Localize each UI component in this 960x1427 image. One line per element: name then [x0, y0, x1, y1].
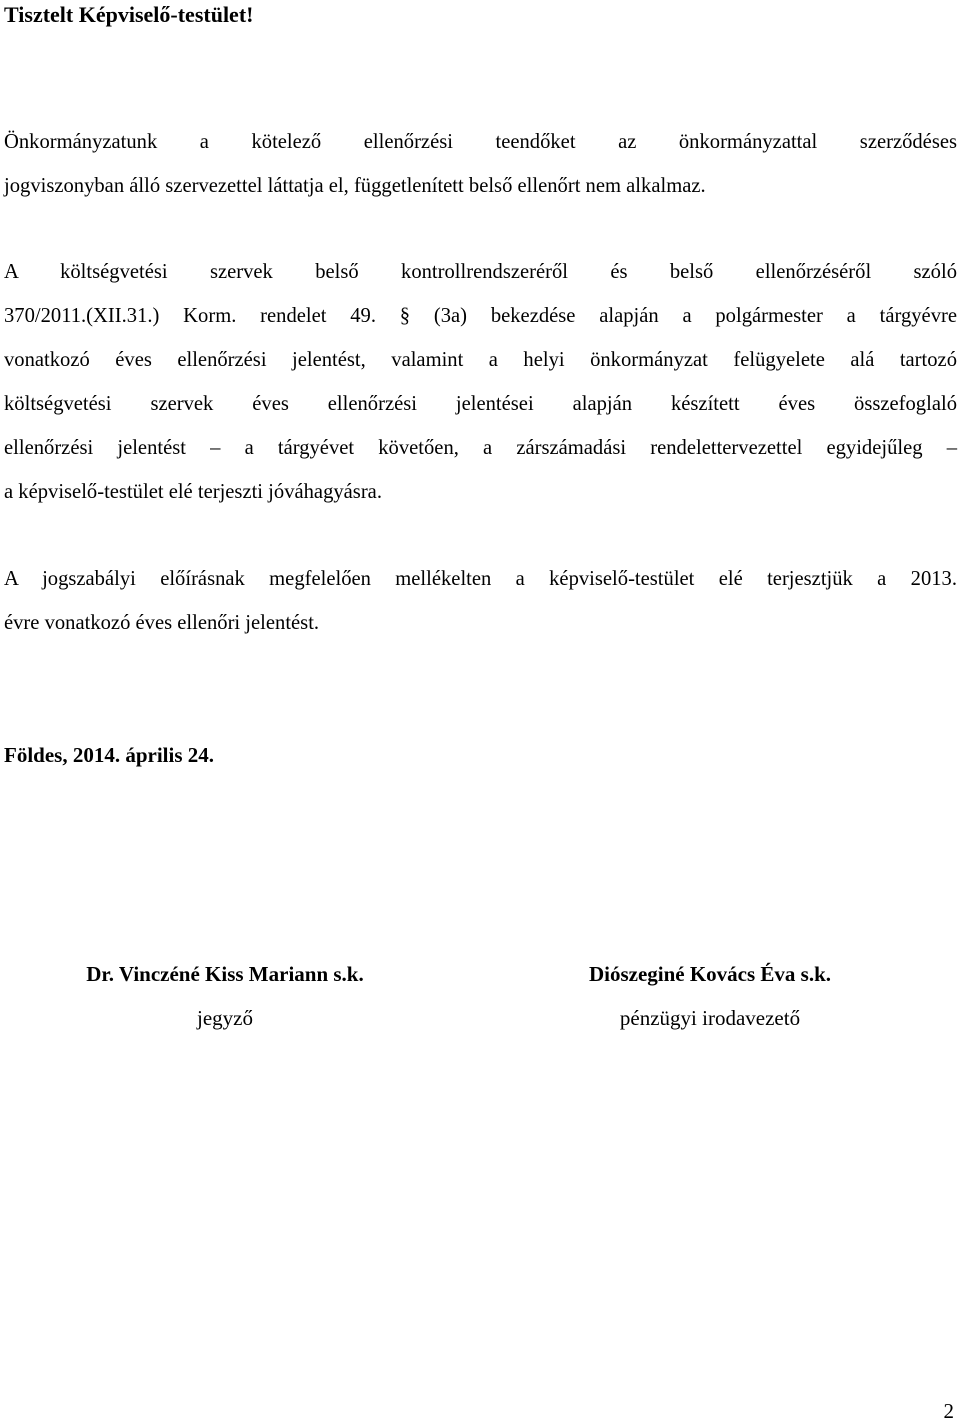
- paragraph-line: évre vonatkozó éves ellenőri jelentést.: [4, 612, 320, 634]
- paragraph-line: a képviselő-testület elé terjeszti jóváhagyásra.: [4, 481, 382, 503]
- signatory-role: jegyző: [197, 1006, 253, 1030]
- signatory-role: pénzügyi irodavezető: [619, 1006, 801, 1030]
- paragraph-legal-basis: [4, 250, 957, 514]
- paragraph-submission: [4, 557, 957, 645]
- paragraph-line: ellenőrzési jelentést – a tárgyévet követően, a zárszámadási rendelettervezettel egyidejűleg –: [4, 437, 957, 459]
- paragraph-line: A költségvetési szervek belső kontrollrendszeréről és belső ellenőrzéséről szóló: [4, 261, 957, 283]
- paragraph-line: vonatkozó éves ellenőrzési jelentést, valamint a helyi önkormányzat felügyelete alá tartozó: [4, 349, 957, 371]
- signature-block-finance-head: [520, 958, 900, 1034]
- paragraph-internal-audit: [4, 120, 957, 208]
- page-number: 2: [943, 1399, 954, 1423]
- paragraph-line: jogviszonyban álló szervezettel láttatja el, függetlenített belső ellenőrt nem alkalmaz.: [4, 175, 706, 197]
- signatory-name: Dr. Vinczéné Kiss Mariann s.k.: [86, 962, 364, 986]
- paragraph-line: Önkormányzatunk a kötelező ellenőrzési teendőket az önkormányzattal szerződéses: [4, 131, 957, 153]
- signatory-name: Diószeginé Kovács Éva s.k.: [588, 962, 832, 986]
- signature-block-notary: [40, 958, 410, 1034]
- paragraph-line: A jogszabályi előírásnak megfelelően mellékelten a képviselő-testület elé terjesztjük a 2013.: [4, 568, 957, 590]
- greeting-heading: Tisztelt Képviselő-testület!: [4, 2, 254, 27]
- date-line: Földes, 2014. április 24.: [4, 743, 215, 767]
- paragraph-line: költségvetési szervek éves ellenőrzési jelentései alapján készített éves összefoglaló: [4, 393, 957, 415]
- paragraph-line: 370/2011.(XII.31.) Korm. rendelet 49. § (3a) bekezdése alapján a polgármester a tárgyévre: [4, 305, 957, 327]
